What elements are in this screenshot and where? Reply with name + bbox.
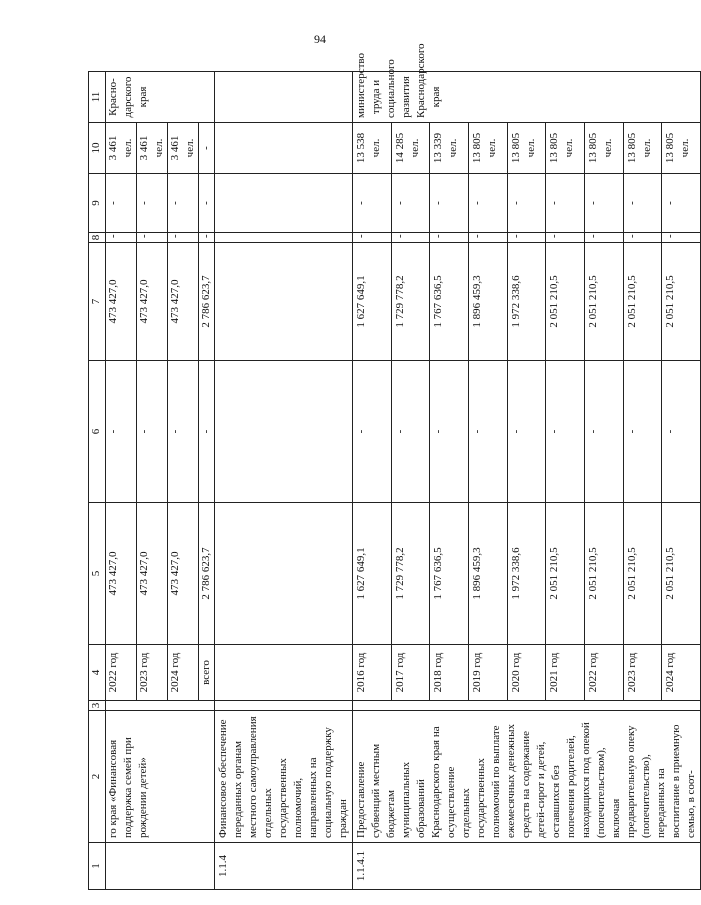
other-value: - <box>106 174 137 233</box>
responsible-party: Красно-дарского края <box>106 72 215 123</box>
year-cell: 2022 год <box>584 645 623 701</box>
rotated-table-page <box>88 43 697 890</box>
other-value: - <box>430 174 469 233</box>
regional-value: 1 896 459,3 <box>468 243 507 361</box>
other-value: - <box>584 174 623 233</box>
total-value: 1 729 778,2 <box>391 503 430 645</box>
year-cell: 2019 год <box>468 645 507 701</box>
header-col-10: 10 <box>89 123 106 174</box>
local-value: - <box>137 233 168 243</box>
total-value: 2 051 210,5 <box>623 503 662 645</box>
year-row <box>106 72 137 890</box>
federal-value: - <box>137 361 168 503</box>
other-value: - <box>137 174 168 233</box>
header-col-4: 4 <box>89 645 106 701</box>
indicator-value: 13 805 чел. <box>662 123 701 174</box>
year-cell: 2022 год <box>106 645 137 701</box>
row-code <box>106 843 215 890</box>
other-value: - <box>662 174 701 233</box>
local-value: - <box>199 233 215 243</box>
indicator-value: 3 461 чел. <box>106 123 137 174</box>
regional-value: 2 051 210,5 <box>623 243 662 361</box>
total-value: 473 427,0 <box>137 503 168 645</box>
regional-value: 2 786 623,7 <box>199 243 215 361</box>
year-cell: 2023 год <box>137 645 168 701</box>
other-value: - <box>507 174 546 233</box>
total-value: 2 786 623,7 <box>199 503 215 645</box>
year-cell: 2023 год <box>623 645 662 701</box>
indicator-value: 13 805 чел. <box>507 123 546 174</box>
other-value: - <box>546 174 585 233</box>
year-cell: всего <box>199 645 215 701</box>
responsible-party: министерство труда и социального развития Краснодарского края <box>353 72 701 123</box>
row-code: 1.1.4.1 <box>353 843 701 890</box>
header-col-1: 1 <box>89 843 106 890</box>
total-value: 1 767 636,5 <box>430 503 469 645</box>
regional-value: 1 767 636,5 <box>430 243 469 361</box>
row-name: го края «Финансовая поддержка семей при рождении детей» <box>106 711 215 843</box>
federal-value: - <box>468 361 507 503</box>
year-cell: 2024 год <box>662 645 701 701</box>
indicator-value: 13 339 чел. <box>430 123 469 174</box>
regional-value: 473 427,0 <box>137 243 168 361</box>
program-table <box>88 43 701 890</box>
indicator-value: 14 285 чел. <box>391 123 430 174</box>
indicator-value: 13 538 чел. <box>353 123 392 174</box>
year-cell: 2020 год <box>507 645 546 701</box>
federal-value: - <box>507 361 546 503</box>
section-1-1-4-1 <box>353 43 701 890</box>
indicator-value: 3 461 чел. <box>168 123 199 174</box>
total-value: 1 972 338,6 <box>507 503 546 645</box>
federal-value: - <box>168 361 199 503</box>
col-3-empty <box>353 701 701 711</box>
local-value: - <box>662 233 701 243</box>
header-col-6: 6 <box>89 361 106 503</box>
regional-value: 1 972 338,6 <box>507 243 546 361</box>
total-value: 473 427,0 <box>168 503 199 645</box>
total-value: 1 627 649,1 <box>353 503 392 645</box>
year-row <box>353 72 392 890</box>
other-value: - <box>468 174 507 233</box>
col-3-empty <box>106 701 215 711</box>
indicator-value: - <box>199 123 215 174</box>
total-value: 2 051 210,5 <box>546 503 585 645</box>
year-cell: 2024 год <box>168 645 199 701</box>
regional-value: 473 427,0 <box>168 243 199 361</box>
local-value: - <box>623 233 662 243</box>
indicator-value: 13 805 чел. <box>623 123 662 174</box>
federal-value: - <box>546 361 585 503</box>
regional-value: 473 427,0 <box>106 243 137 361</box>
local-value: - <box>507 233 546 243</box>
header-row <box>89 72 106 890</box>
year-cell: 2021 год <box>546 645 585 701</box>
header-col-7: 7 <box>89 243 106 361</box>
federal-value: - <box>106 361 137 503</box>
section-row <box>215 72 353 890</box>
regional-value: 1 729 778,2 <box>391 243 430 361</box>
total-value: 2 051 210,5 <box>584 503 623 645</box>
local-value: - <box>106 233 137 243</box>
federal-value: - <box>391 361 430 503</box>
header-col-2: 2 <box>89 711 106 843</box>
regional-value: 2 051 210,5 <box>662 243 701 361</box>
total-value: 2 051 210,5 <box>662 503 701 645</box>
local-value: - <box>391 233 430 243</box>
federal-value: - <box>662 361 701 503</box>
header-col-3: 3 <box>89 701 106 711</box>
indicator-value: 3 461 чел. <box>137 123 168 174</box>
federal-value: - <box>430 361 469 503</box>
header-col-11: 11 <box>89 72 106 123</box>
regional-value: 2 051 210,5 <box>584 243 623 361</box>
section-code: 1.1.4 <box>215 843 353 890</box>
total-value: 473 427,0 <box>106 503 137 645</box>
local-value: - <box>468 233 507 243</box>
header-col-9: 9 <box>89 174 106 233</box>
section-1-1-4 <box>215 72 353 890</box>
year-cell: 2018 год <box>430 645 469 701</box>
regional-value: 2 051 210,5 <box>546 243 585 361</box>
federal-value: - <box>353 361 392 503</box>
federal-value: - <box>199 361 215 503</box>
local-value: - <box>584 233 623 243</box>
indicator-value: 13 805 чел. <box>546 123 585 174</box>
other-value: - <box>199 174 215 233</box>
federal-value: - <box>584 361 623 503</box>
indicator-value: 13 805 чел. <box>468 123 507 174</box>
local-value: - <box>546 233 585 243</box>
other-value: - <box>623 174 662 233</box>
total-value: 1 896 459,3 <box>468 503 507 645</box>
page-number: 94 <box>314 32 326 46</box>
other-value: - <box>391 174 430 233</box>
year-cell: 2017 год <box>391 645 430 701</box>
regional-value: 1 627 649,1 <box>353 243 392 361</box>
top-block <box>106 72 215 890</box>
year-cell: 2016 год <box>353 645 392 701</box>
header-col-5: 5 <box>89 503 106 645</box>
header-col-8: 8 <box>89 233 106 243</box>
local-value: - <box>430 233 469 243</box>
other-value: - <box>168 174 199 233</box>
federal-value: - <box>623 361 662 503</box>
indicator-value: 13 805 чел. <box>584 123 623 174</box>
other-value: - <box>353 174 392 233</box>
section-name: Финансовое обеспечение переданных органам местного самоуправления отдельных государственных полномочий, направленных на социальную поддержку граждан <box>215 711 353 843</box>
row-name: Предоставление субвенций местным бюджетам муниципальных образований Краснодарского края на осуществление отдельных государственных полномочий по выплате ежемесячных денежных средств на содержание детей-сирот и детей, оставшихся без попечения родителей, находящихся под опекой (попечительством), включая предварительную опеку (попечительство), переданных на воспитание в приемную семью, в соот- <box>353 711 701 843</box>
local-value: - <box>353 233 392 243</box>
local-value: - <box>168 233 199 243</box>
